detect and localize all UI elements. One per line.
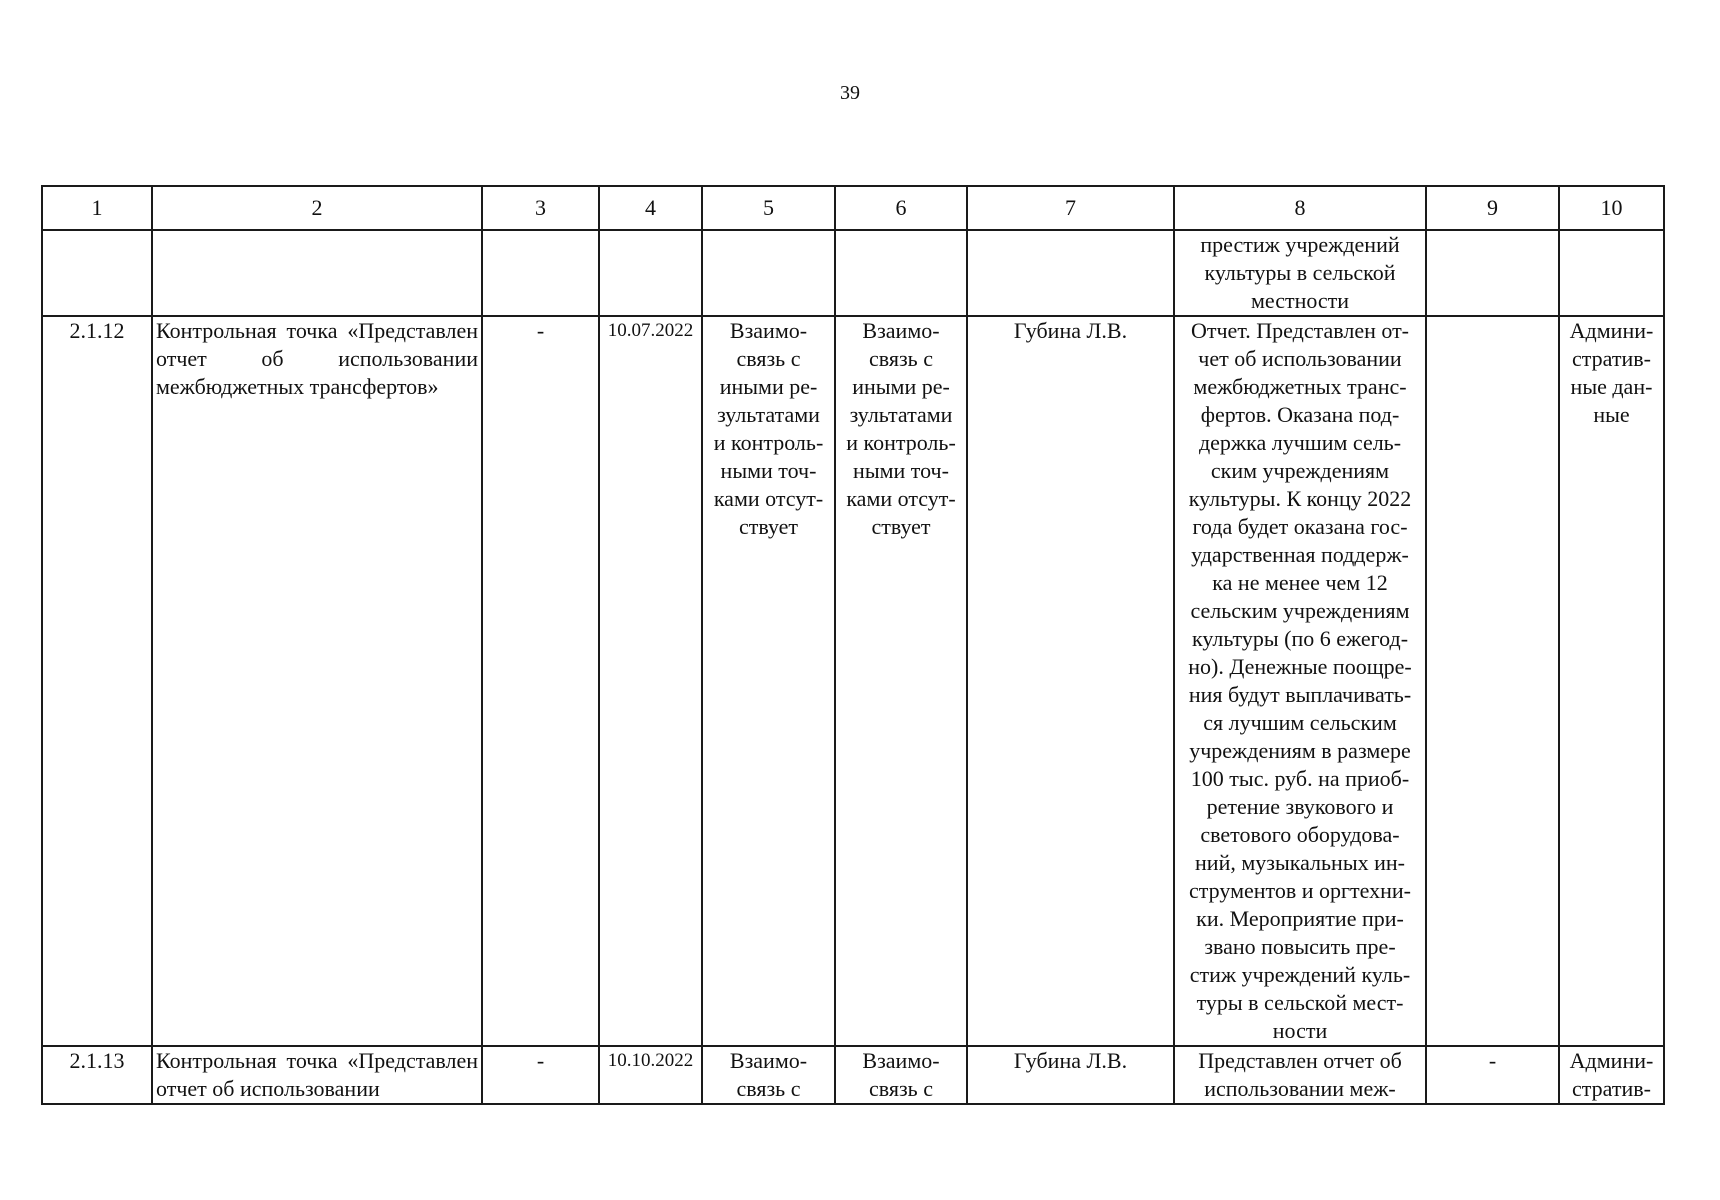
header-cell: 4 xyxy=(599,186,702,230)
header-cell: 1 xyxy=(42,186,152,230)
header-cell: 2 xyxy=(152,186,482,230)
cell-col5: Взаимо- связь с xyxy=(702,1046,835,1104)
table-row xyxy=(42,230,1664,316)
cell-col9 xyxy=(1426,316,1559,1046)
cell-col6 xyxy=(835,230,967,316)
cell-responsible: Губина Л.В. xyxy=(967,316,1174,1046)
header-cell: 6 xyxy=(835,186,967,230)
header-cell: 5 xyxy=(702,186,835,230)
cell-number xyxy=(42,230,152,316)
cell-responsible: Губина Л.В. xyxy=(967,1046,1174,1104)
cell-number: 2.1.12 xyxy=(42,316,152,1046)
cell-description: престиж учреждений культуры в сельской местности xyxy=(1174,230,1426,316)
header-cell: 3 xyxy=(482,186,599,230)
page-number: 39 xyxy=(840,82,860,104)
cell-col5 xyxy=(702,230,835,316)
table-row xyxy=(42,1046,1664,1104)
cell-date: 10.07.2022 xyxy=(599,316,702,1046)
table-row xyxy=(42,316,1664,1046)
cell-col5: Взаимо- связь с иными ре- зультатами и контроль- ными точ- ками отсут- ствует xyxy=(702,316,835,1046)
cell-source xyxy=(1559,230,1664,316)
cell-source: Админи- стратив- ные дан- ные xyxy=(1559,316,1664,1046)
report-table xyxy=(41,185,1665,1105)
cell-number: 2.1.13 xyxy=(42,1046,152,1104)
cell-date xyxy=(599,230,702,316)
cell-name xyxy=(152,230,482,316)
cell-description: Представлен отчет об использовании меж- xyxy=(1174,1046,1426,1104)
cell-description: Отчет. Представлен от- чет об использовании межбюджетных транс- фертов. Оказана под- держка лучшим сель- ским учреждениям культуры. К концу 2022 года будет оказана гос- ударственная поддерж- ка не менее чем 12 сельским учреждениям культуры (по 6 ежегод- но). Денежные поощре- ния будут выплачивать- ся лучшим сельским учреждениям в размере 100 тыс. руб. на приоб- ретение звукового и светового оборудова- ний, музыкальных ин- струментов и оргтехни- ки. Мероприятие при- звано повысить пре- стиж учреждений куль- туры в сельской мест- ности xyxy=(1174,316,1426,1046)
header-row xyxy=(42,186,1664,230)
cell-responsible xyxy=(967,230,1174,316)
header-cell: 10 xyxy=(1559,186,1664,230)
header-cell: 8 xyxy=(1174,186,1426,230)
cell-name: Контрольная точка «Представлен отчет об использовании межбюджетных трансфертов» xyxy=(152,316,482,1046)
header-cell: 9 xyxy=(1426,186,1559,230)
cell-col6: Взаимо- связь с xyxy=(835,1046,967,1104)
cell-col3: - xyxy=(482,1046,599,1104)
cell-col3: - xyxy=(482,316,599,1046)
cell-name: Контрольная точка «Представлен отчет об использовании xyxy=(152,1046,482,1104)
header-cell: 7 xyxy=(967,186,1174,230)
cell-col9 xyxy=(1426,230,1559,316)
cell-col3 xyxy=(482,230,599,316)
cell-col6: Взаимо- связь с иными ре- зультатами и контроль- ными точ- ками отсут- ствует xyxy=(835,316,967,1046)
cell-col9: - xyxy=(1426,1046,1559,1104)
cell-source: Админи- стратив- xyxy=(1559,1046,1664,1104)
cell-date: 10.10.2022 xyxy=(599,1046,702,1104)
